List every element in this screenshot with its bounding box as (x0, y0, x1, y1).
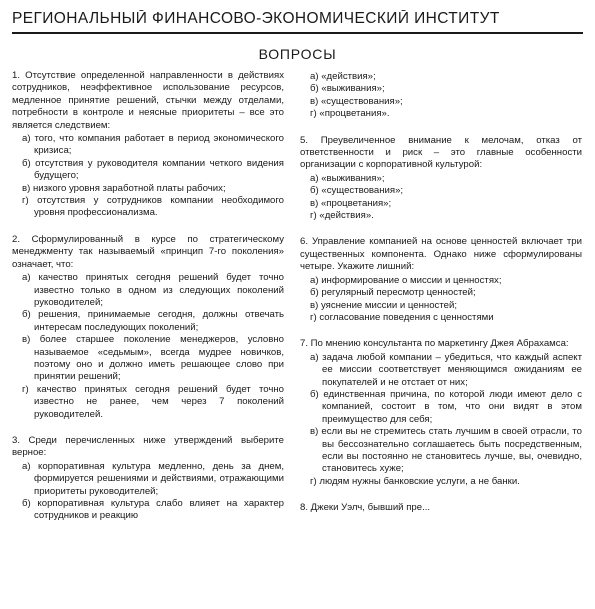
answer-option: в) уяснение миссии и ценностей; (310, 299, 457, 311)
answer-option: г) «процветания». (310, 108, 390, 120)
answer-option: г) качество принятых сегодня решений будет точно известно не ранее, чем через 7 поколений руководителей. (22, 383, 284, 420)
answer-option: а) информирование о миссии и ценностях; (310, 274, 502, 286)
answer-option: а) «выживания»; (310, 172, 385, 184)
question-1 (12, 70, 284, 220)
answer-option: б) отсутствия у руководителя компании четкого видения будущего; (22, 157, 284, 182)
answer-option: в) «процветания»; (310, 197, 392, 209)
question-text: 1. Отсутствие определенной направленности в действиях сотрудников, неэффективное использование ресурсов, медленное принятие решений, стычки между отделами, потребности в контроле и неясные приоритеты – все это является следствием: (12, 70, 284, 131)
question-4-continued (300, 71, 582, 121)
answer-options (310, 71, 582, 121)
answer-options (310, 352, 582, 488)
left-column (12, 70, 284, 537)
answer-option: в) низкого уровня заработной платы рабочих; (22, 182, 226, 194)
answer-options (22, 133, 284, 220)
answer-option: а) «действия»; (310, 71, 376, 82)
answer-options (310, 173, 582, 223)
institute-header: РЕГИОНАЛЬНЫЙ ФИНАНСОВО-ЭКОНОМИЧЕСКИЙ ИНСТИТУТ (12, 10, 500, 27)
question-2 (12, 234, 284, 421)
answer-option: б) единственная причина, по которой люди имеют дело с компанией, состоит в том, что они видят в этом преимущество для себя; (310, 388, 582, 425)
question-text: 3. Среди перечисленных ниже утверждений выберите верное: (12, 434, 284, 459)
answer-option: б) регулярный пересмотр ценностей; (310, 287, 476, 299)
question-8 (300, 502, 582, 514)
answer-option: г) отсутствия у сотрудников компании необходимого уровня профессионализма. (22, 195, 284, 219)
answer-option: г) людям нужны банковские услуги, а не банки. (310, 475, 520, 487)
answer-option: в) «существования»; (310, 95, 403, 107)
answer-option: б) «выживания»; (310, 83, 385, 95)
question-text: 2. Сформулированный в курсе по стратегическому менеджменту так называемый «принцип 7-го поколения» означает, что: (12, 233, 284, 270)
header-rule (12, 32, 583, 34)
question-3 (12, 435, 284, 523)
answer-option: г) согласование поведения с ценностями (310, 311, 494, 323)
question-text: 5. Преувеличенное внимание к мелочам, отказ от ответственности и риск – это главные особенности организации с корпоративной культурой: (300, 134, 582, 171)
answer-option: а) качество принятых сегодня решений будет точно известно только в одном из следующих поколений руководителей; (22, 272, 284, 308)
answer-options (22, 461, 284, 523)
answer-option: б) решения, принимаемые сегодня, должны отвечать интересам последующих поколений; (22, 309, 284, 333)
answer-option: а) корпоративная культура медленно, день за днем, формируется решениями и действиями, отражающими приоритеты руководителей; (22, 460, 284, 497)
answer-option: а) того, что компания работает в период экономического кризиса; (22, 133, 284, 157)
question-text: 8. Джеки Уэлч, бывший пре... (300, 502, 431, 514)
page-title: ВОПРОСЫ (258, 46, 337, 62)
right-column (300, 70, 582, 529)
answer-option: а) задача любой компании – убедиться, что каждый аспект ее миссии соответствует меняющимся ожиданиям ее покупателей и не отстает от них; (310, 351, 582, 388)
question-5 (300, 135, 582, 223)
question-text: 6. Управление компанией на основе ценностей включает три существенных компонента. Однако ниже сформулированы четыре. Укажите лишний: (300, 236, 582, 273)
answer-option: б) «существования»; (310, 185, 404, 197)
question-7 (300, 338, 582, 488)
answer-options (22, 272, 284, 421)
answer-option: в) более старшее поколение менеджеров, условно называемое «седьмым», всегда мудрее новичков, поэтому оно и должно иметь решающее слово при принятии решений; (22, 334, 284, 383)
answer-option: г) «действия». (310, 210, 374, 222)
question-text: 7. По мнению консультанта по маркетингу Джея Абрахамса: (300, 338, 569, 350)
answer-option: б) корпоративная культура слабо влияет на характер сотрудников и реакцию (22, 498, 284, 522)
question-6 (300, 236, 582, 324)
answer-option: в) если вы не стремитесь стать лучшим в своей отрасли, то вы бессознательно соглашаетесь быть посредственным, если вы постоянно не становитесь лучше, вы, очевидно, становитесь хуже; (310, 426, 582, 475)
answer-options (310, 275, 582, 325)
